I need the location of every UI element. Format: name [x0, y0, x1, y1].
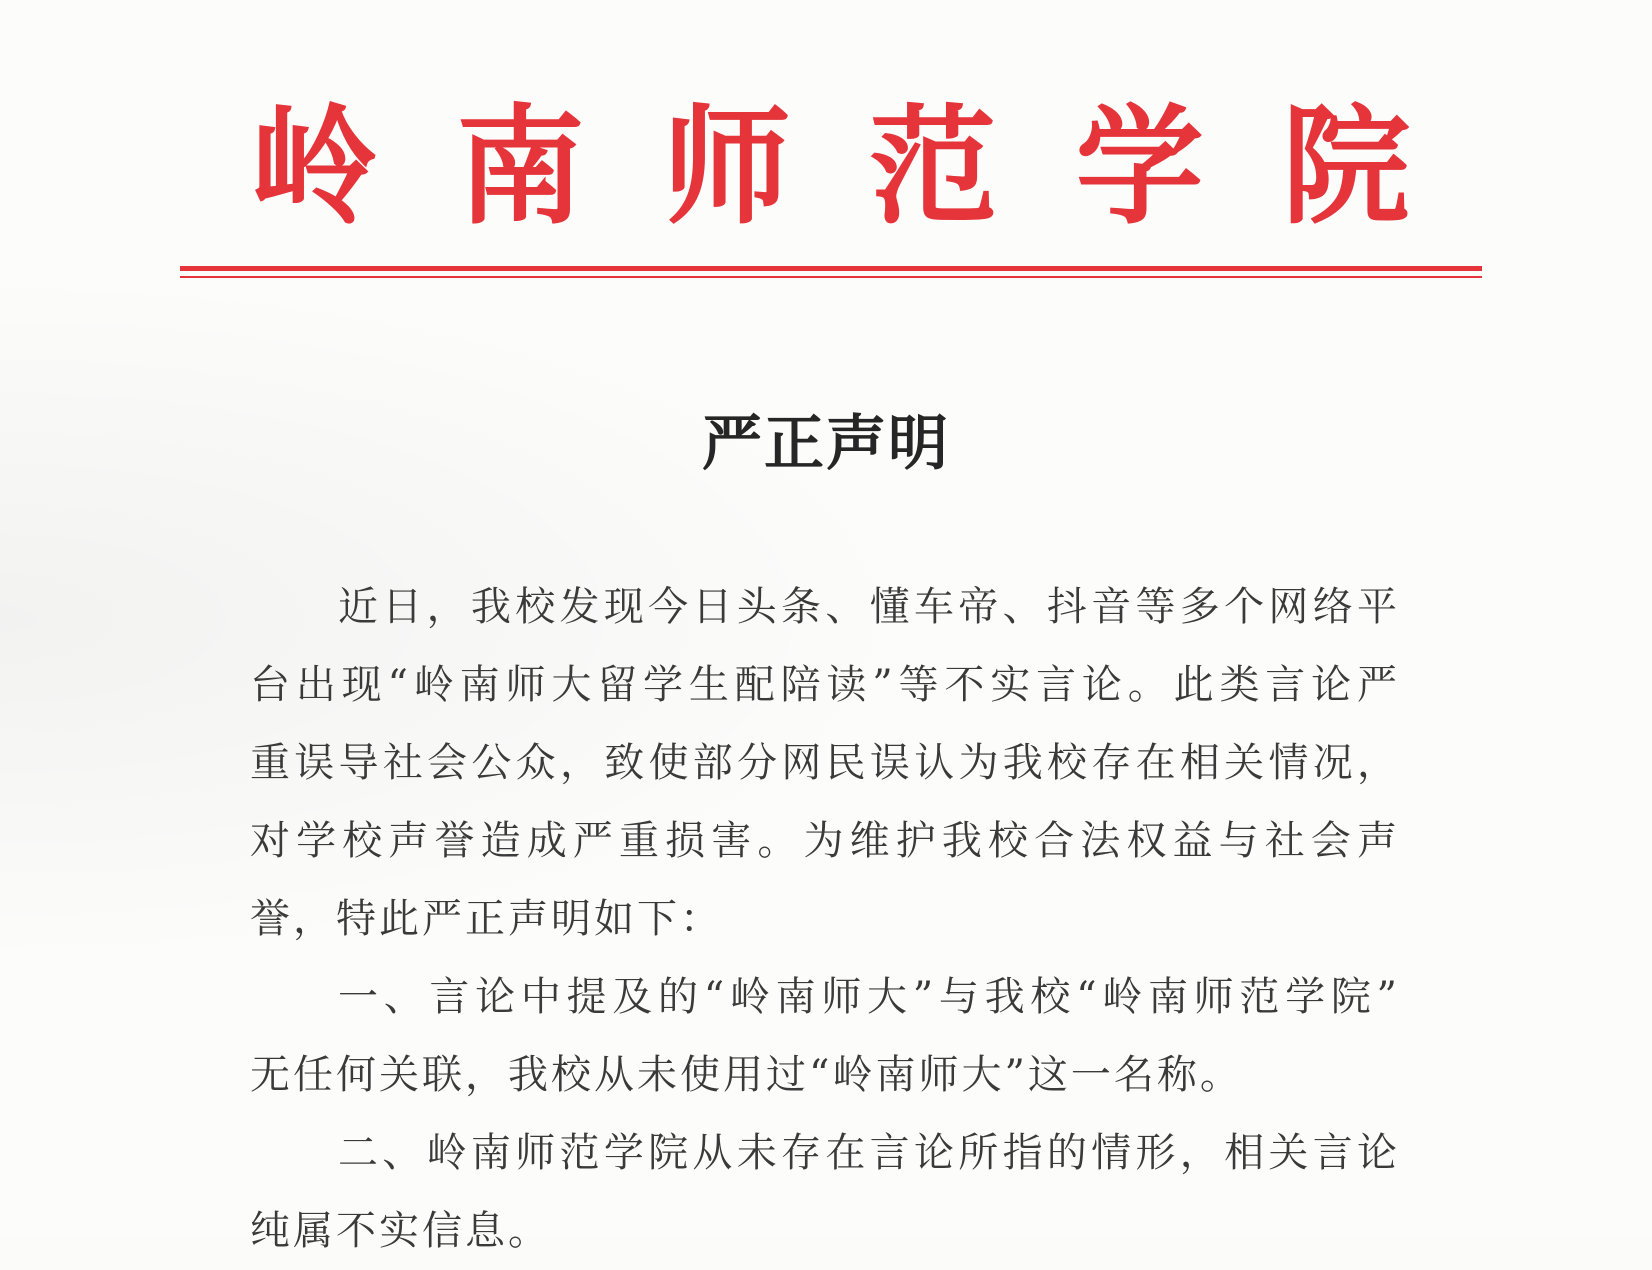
body-line-1: 近日，我校发现今日头条、懂车帝、抖音等多个网络平 [338, 584, 1400, 630]
institution-masthead [250, 92, 1410, 242]
document-title: 严正声明 [702, 409, 950, 479]
body-line-5: 誉，特此严正声明如下： [250, 896, 723, 942]
masthead-divider-thin [180, 276, 1482, 278]
masthead-char-6: 院 [1281, 92, 1410, 242]
body-line-4: 对学校声誉造成严重损害。为维护我校合法权益与社会声 [250, 818, 1400, 864]
masthead-char-4: 范 [869, 92, 998, 242]
body-line-6: 一、言论中提及的“岭南师大”与我校“岭南师范学院” [338, 974, 1400, 1020]
masthead-divider-thick [180, 266, 1482, 271]
body-line-3: 重误导社会公众，致使部分网民误认为我校存在相关情况， [250, 740, 1400, 786]
body-line-9: 纯属不实信息。 [250, 1208, 551, 1254]
body-line-8: 二、岭南师范学院从未存在言论所指的情形，相关言论 [338, 1130, 1400, 1176]
document-body [250, 568, 1400, 1270]
masthead-char-1: 岭 [250, 92, 379, 242]
body-line-2: 台出现“岭南师大留学生配陪读”等不实言论。此类言论严 [250, 662, 1400, 708]
masthead-char-3: 师 [662, 92, 791, 242]
masthead-char-2: 南 [456, 92, 585, 242]
masthead-char-5: 学 [1075, 92, 1204, 242]
body-line-7: 无任何关联，我校从未使用过“岭南师大”这一名称。 [250, 1052, 1243, 1098]
